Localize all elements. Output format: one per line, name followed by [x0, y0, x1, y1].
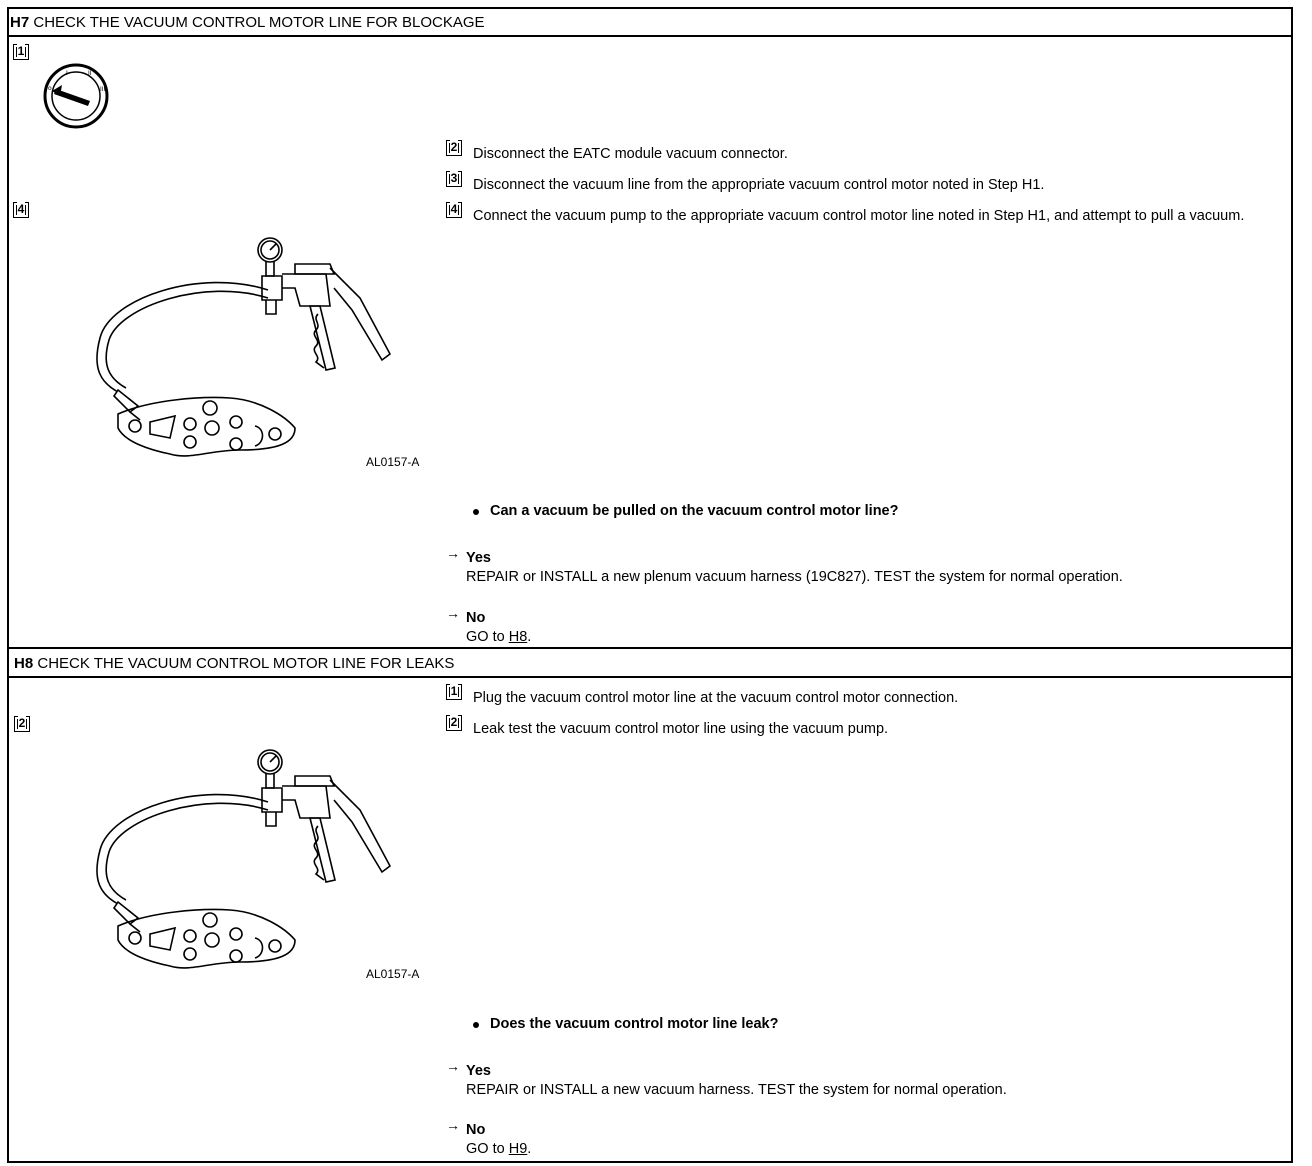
h8-no-text: GO to [466, 1141, 505, 1157]
h7-no-text: GO to [466, 629, 505, 645]
h7-yes-answer [466, 549, 1123, 587]
h8-question-bullet [473, 1022, 479, 1028]
h8-figure-step-2-box: 2 [14, 716, 30, 732]
h7-question: Can a vacuum be pulled on the vacuum control motor line? [490, 503, 899, 519]
vacuum-pump-illustration [90, 228, 410, 478]
h7-step-2-text: Disconnect the EATC module vacuum connector. [473, 146, 788, 162]
h7-no-label: No [466, 610, 486, 626]
right-arrow-icon: → [446, 1117, 460, 1133]
ignition-switch-icon [42, 63, 112, 133]
h7-code: H7 [10, 14, 30, 31]
h7-yes-label: Yes [466, 550, 491, 566]
h8-yes-label: Yes [466, 1063, 491, 1079]
svg-text:o: o [48, 85, 52, 92]
svg-text:I: I [66, 70, 68, 77]
h7-figure-step-1-box: 1 [13, 44, 29, 60]
right-arrow-icon: → [446, 545, 460, 561]
h7-question-bullet [473, 509, 479, 515]
h8-header [14, 655, 454, 673]
h7-step-2-box: 2 [446, 140, 462, 156]
h8-no-label: No [466, 1122, 486, 1138]
h7-step-3-box: 3 [446, 171, 462, 187]
h8-question: Does the vacuum control motor line leak? [490, 1016, 779, 1032]
right-arrow-icon: → [446, 605, 460, 621]
h8-title: CHECK THE VACUUM CONTROL MOTOR LINE FOR LEAKS [37, 655, 455, 672]
h7-header [10, 14, 485, 32]
h8-yes-answer [466, 1062, 1007, 1100]
h7-step-4-box: 4 [446, 202, 462, 218]
svg-text:III: III [100, 86, 106, 93]
h8-code: H8 [14, 655, 34, 672]
h8-goto-h9-link[interactable]: H9 [508, 1141, 528, 1157]
h7-yes-text: REPAIR or INSTALL a new plenum vacuum harness (19C827). TEST the system for normal operation. [466, 569, 1123, 585]
h8-step-1-text: Plug the vacuum control motor line at the vacuum control motor connection. [473, 690, 959, 706]
h7-step-4-text: Connect the vacuum pump to the appropriate vacuum control motor line noted in Step H1, and attempt to pull a vacuum. [473, 208, 1245, 224]
h7-step-3-text: Disconnect the vacuum line from the appropriate vacuum control motor noted in Step H1. [473, 177, 1045, 193]
h7-title: CHECK THE VACUUM CONTROL MOTOR LINE FOR BLOCKAGE [33, 14, 485, 31]
h8-figure-caption: AL0157-A [366, 967, 420, 981]
h8-no-end: . [527, 1141, 532, 1157]
svg-text:II: II [88, 70, 92, 77]
h7-no-end: . [527, 629, 532, 645]
h8-step-1-box: 1 [446, 684, 462, 700]
h7-figure-caption: AL0157-A [366, 455, 420, 469]
h8-step-2-box: 2 [446, 715, 462, 731]
h7-figure-step-4-box: 4 [13, 202, 29, 218]
right-arrow-icon: → [446, 1058, 460, 1074]
vacuum-pump-illustration [90, 740, 410, 990]
h8-header-divider [7, 676, 1293, 678]
h8-step-2-text: Leak test the vacuum control motor line using the vacuum pump. [473, 721, 889, 737]
h8-no-answer [466, 1121, 531, 1159]
h8-yes-text: REPAIR or INSTALL a new vacuum harness. TEST the system for normal operation. [466, 1082, 1007, 1098]
h7-header-divider [7, 35, 1293, 37]
h7-no-answer [466, 609, 531, 647]
h7-goto-h8-link[interactable]: H8 [508, 629, 528, 645]
